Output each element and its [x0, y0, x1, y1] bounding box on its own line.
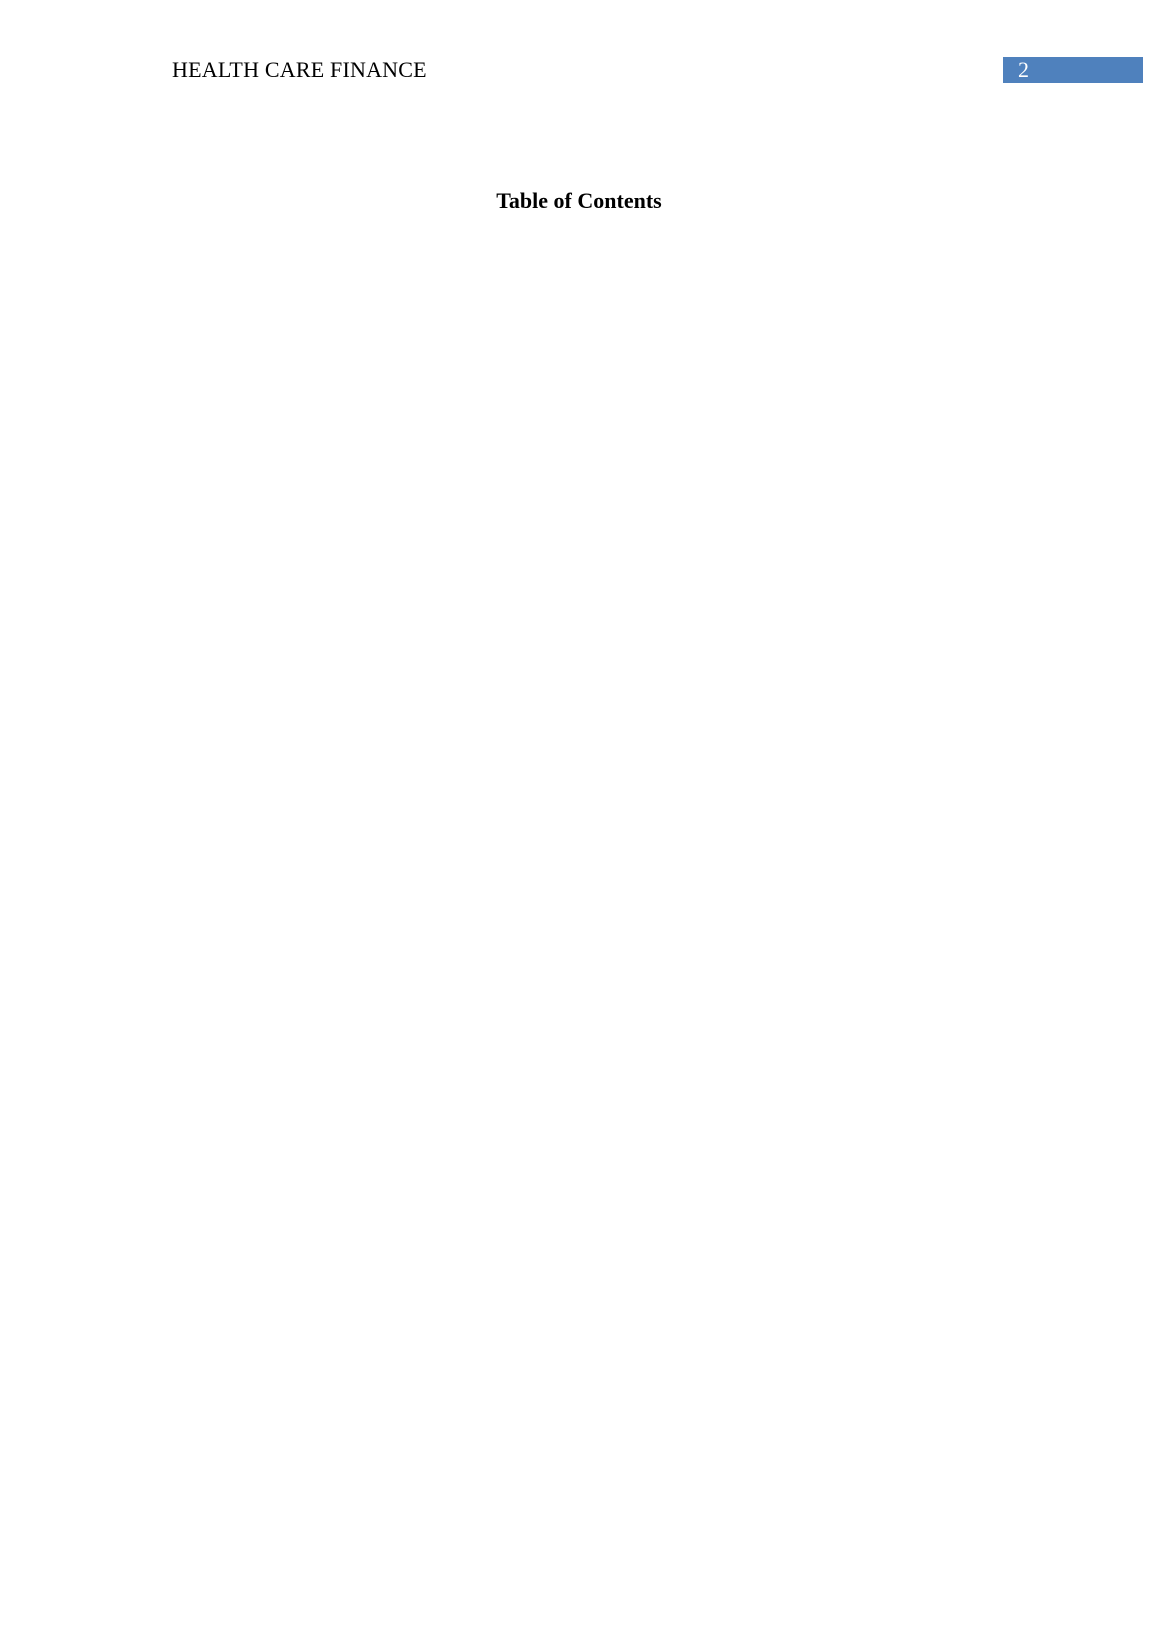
toc-title: Table of Contents: [496, 188, 662, 213]
page-number-badge: [1003, 57, 1143, 83]
running-head: HEALTH CARE FINANCE: [172, 57, 427, 82]
page-number: 2: [1018, 57, 1029, 82]
